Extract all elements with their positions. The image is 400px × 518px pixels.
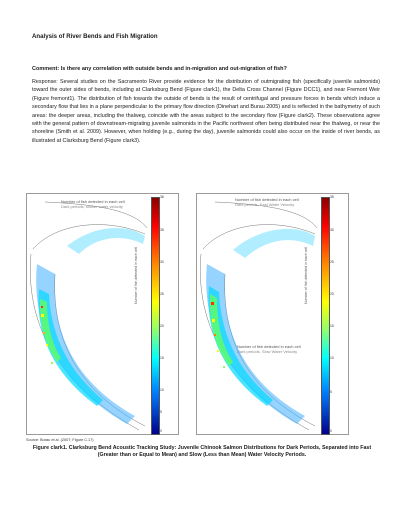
colorbar [151, 197, 160, 435]
map-panel-slow [26, 193, 179, 435]
map-panel-fast [196, 193, 349, 435]
colorbar-label: Number of fish detected in each cell [134, 246, 138, 304]
figure-source: Source: Burau et al. (2007; Figure C.17) [26, 438, 94, 442]
panel-caption-bottom: Number of fish detected in each cell Dark periods, Slow Water Velocity [237, 344, 301, 354]
fish-distribution-figure [26, 193, 376, 435]
colorbar-label: Number of fish detected in each cell [304, 246, 308, 304]
panel-caption: Number of fish detected in each cell Dark periods, Fast Water Velocity [235, 197, 299, 207]
panel-caption: Number of fish detected in each cell Dark periods, slower water velocity [61, 199, 125, 209]
figure-caption: Figure clark1. Clarksburg Bend Acoustic Tracking Study: Juvenile Chinook Salmon Distributions for Dark Periods, Separated into Fast (Greater than or Equal to Mean) and Slow (Less than Mean) Water Velocity Periods. [32, 445, 372, 458]
colorbar-ticks: 35 30 25 20 15 10 5 0 [330, 195, 334, 433]
comment-question: Comment: Is there any correlation with outside bends and in-migration and out-migration of fish? [32, 66, 287, 72]
colorbar [321, 197, 330, 435]
response-paragraph: Response: Several studies on the Sacramento River provide evidence for the distribution of outmigrating fish (specifically juvenile salmonids) toward the outer sides of bends, including at Clarksburg Bend (Figure clark1), the Delta Cross Channel (Figure DCC1), and near Fremont Weir (Figure fremont1). The distribution of fish towards the outside of bends is the result of centrifugal and pressure forces in bends which induce a secondary flow that lies in a plane perpendicular to the primary flow direction (Dinehart and Burau 2005) and is reflected in the bathymetry of such areas: the deeper areas, including the thalweg, coincide with the areas subject to the secondary flow (Figure clark2). These observations agree with the general pattern of downstream-migrating juvenile salmonids in the Pacific northwest often being distributed near the thalweg, or near the shoreline (Smith et al. 2009). However, when holding (e.g., during the day), juvenile salmonids could also occur on the inside of river bends, as illustrated at Clarksburg Bend (Figure clark3). [32, 79, 380, 144]
colorbar-ticks: 36 35 30 25 20 15 10 5 0 [160, 195, 164, 433]
page-title: Analysis of River Bends and Fish Migration [32, 33, 158, 40]
